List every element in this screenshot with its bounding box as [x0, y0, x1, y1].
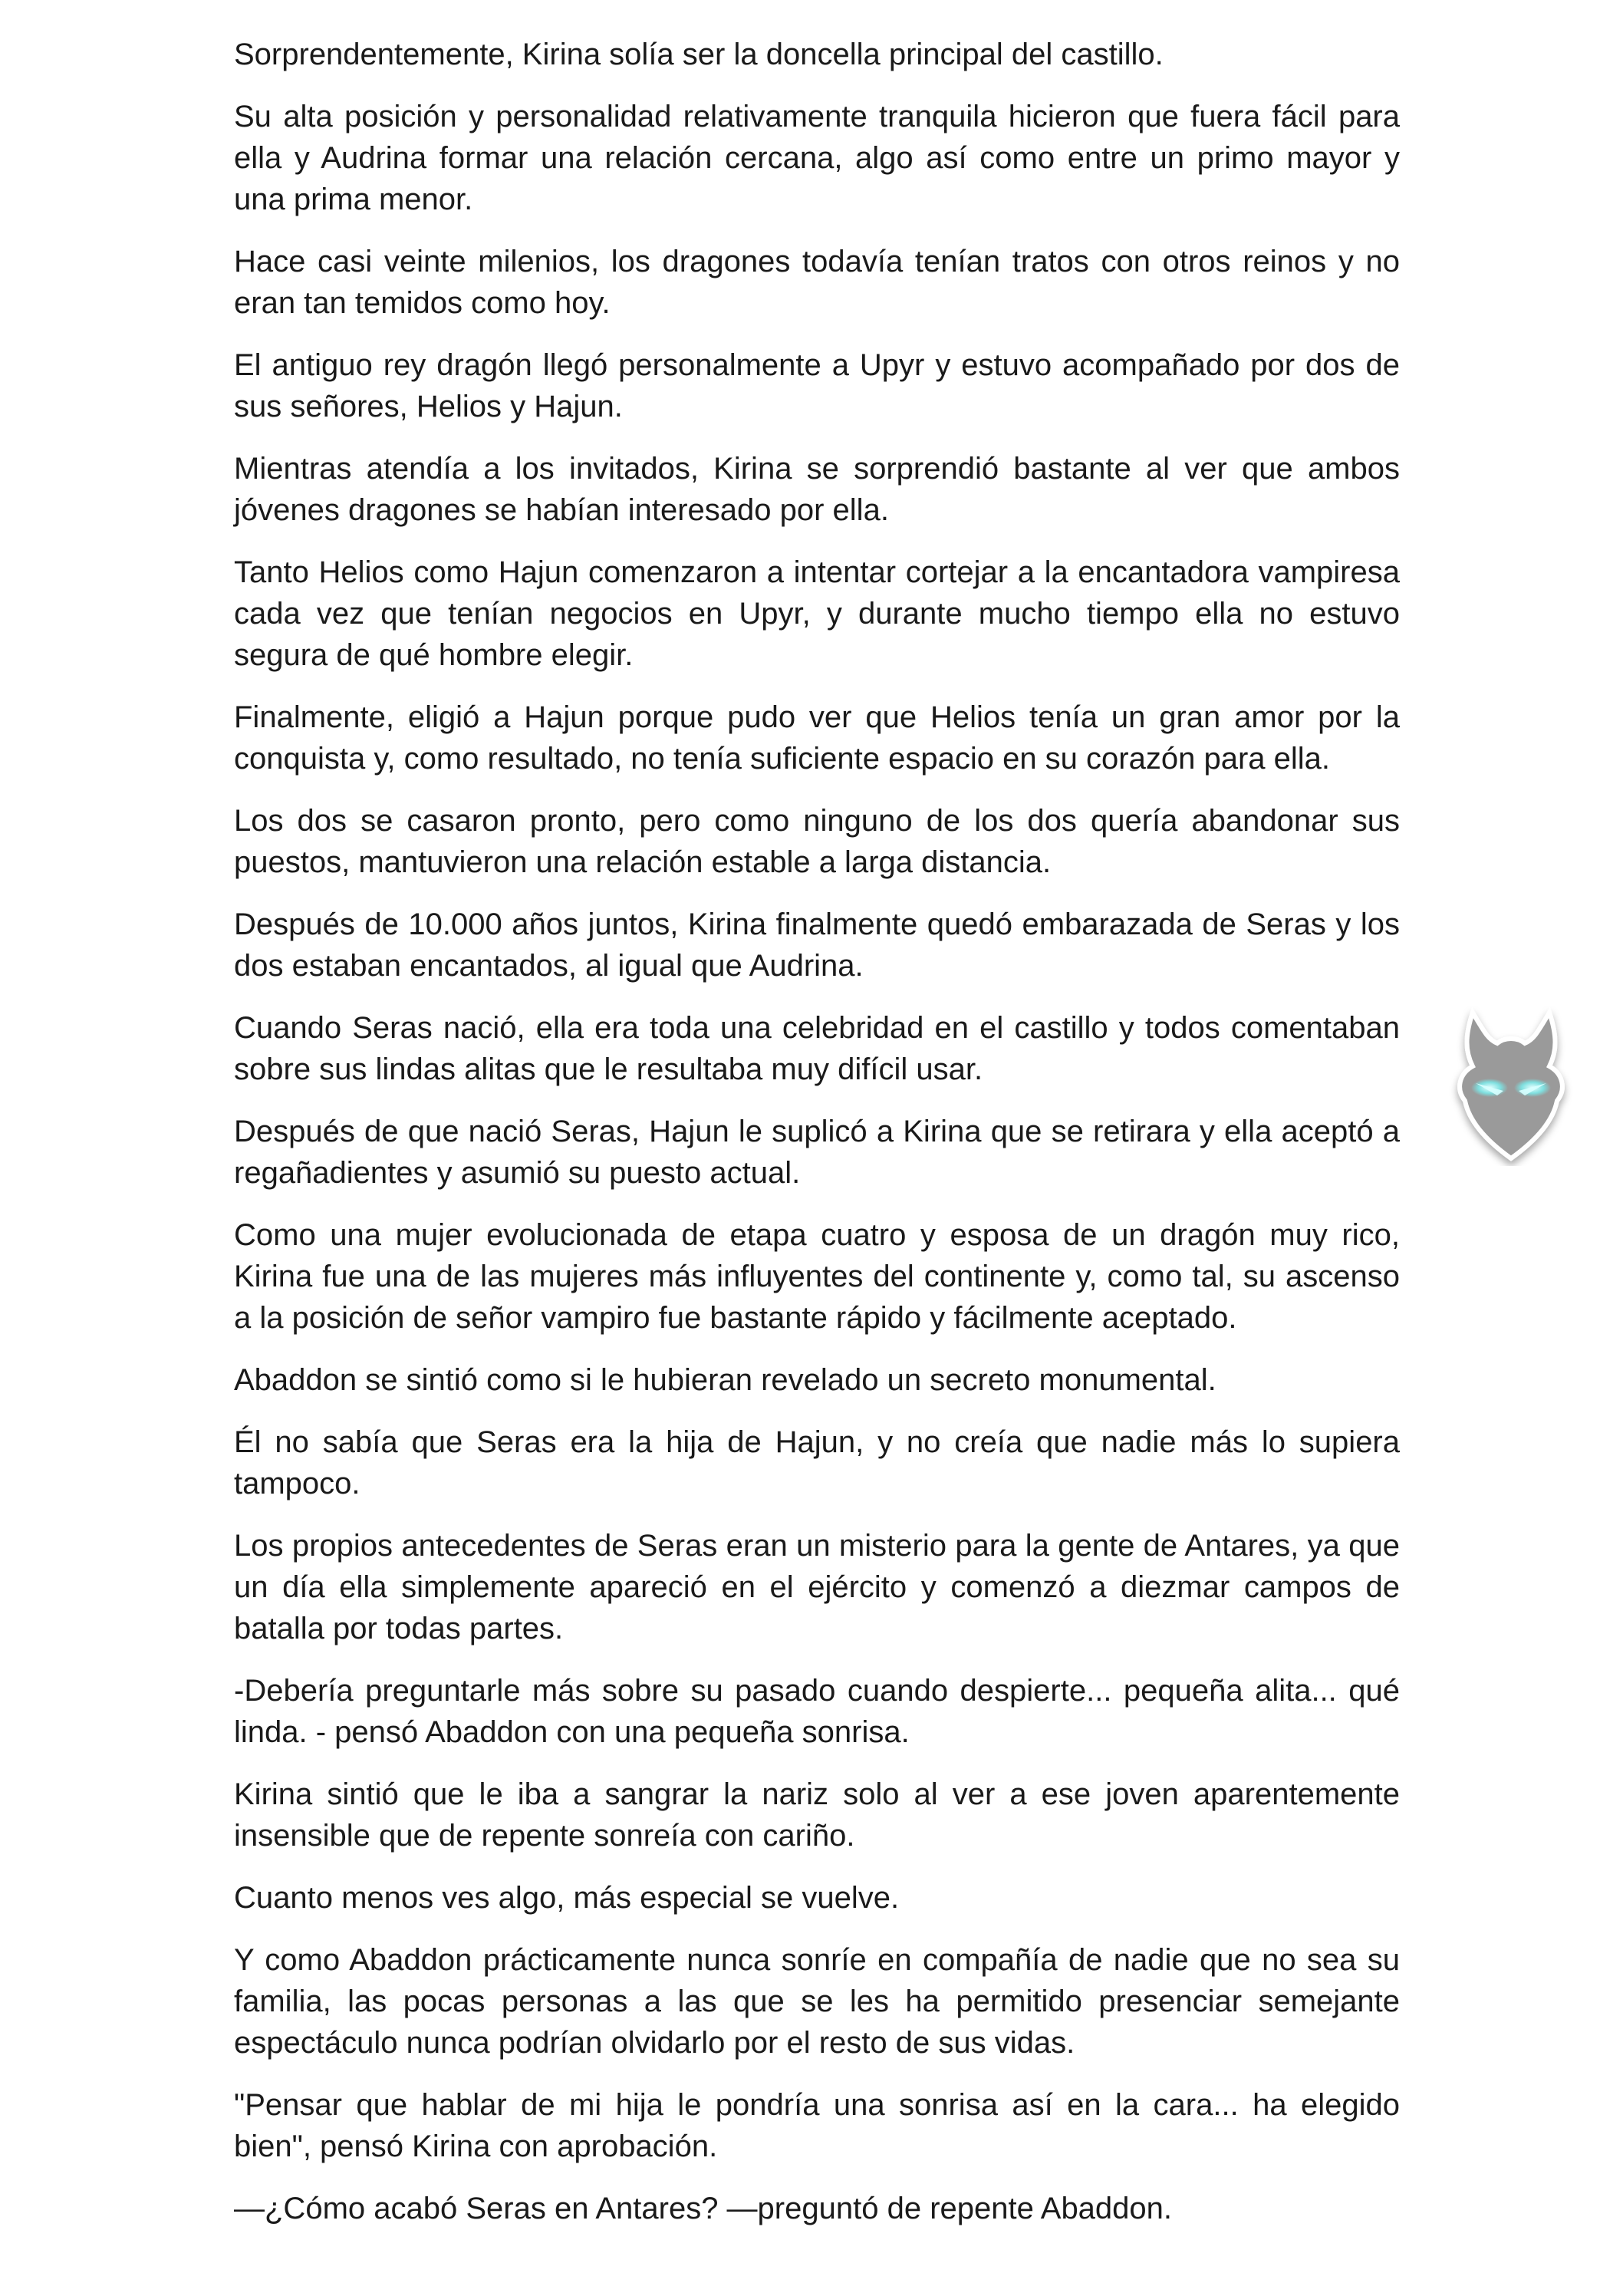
paragraph-5: Mientras atendía a los invitados, Kirina se sorprendió bastante al ver que ambos jóvenes dragones se habían interesado por ella. — [234, 452, 1400, 527]
paragraph-21: —¿Cómo acabó Seras en Antares? —preguntó de repente Abaddon. — [234, 2192, 1173, 2225]
paragraph-18: Cuanto menos ves algo, más especial se vuelve. — [234, 1881, 900, 1915]
paragraph-16: -Debería preguntarle más sobre su pasado cuando despierte... pequeña alita... qué linda. - pensó Abaddon con una pequeña sonrisa. — [234, 1674, 1400, 1749]
paragraph-15: Los propios antecedentes de Seras eran un misterio para la gente de Antares, ya que un día ella simplemente apareció en el ejército y comenzó a diezmar campos de batalla por todas partes. — [234, 1529, 1400, 1645]
paragraph-2: Su alta posición y personalidad relativamente tranquila hicieron que fuera fácil para ella y Audrina formar una relación cercana, algo así como entre un primo mayor y una prima menor. — [234, 100, 1400, 216]
paragraph-3: Hace casi veinte milenios, los dragones todavía tenían tratos con otros reinos y no eran tan temidos como hoy. — [234, 245, 1400, 320]
paragraph-6: Tanto Helios como Hajun comenzaron a intentar cortejar a la encantadora vampiresa cada vez que tenían negocios en Upyr, y durante mucho tiempo ella no estuvo segura de qué hombre elegir. — [234, 555, 1400, 672]
paragraph-7: Finalmente, eligió a Hajun porque pudo ver que Helios tenía un gran amor por la conquista y, como resultado, no tenía suficiente espacio en su corazón para ella. — [234, 700, 1400, 776]
paragraph-1: Sorprendentemente, Kirina solía ser la doncella principal del castillo. — [234, 38, 1164, 71]
paragraph-13: Abaddon se sintió como si le hubieran revelado un secreto monumental. — [234, 1363, 1216, 1397]
paragraph-4: El antiguo rey dragón llegó personalmente a Upyr y estuvo acompañado por dos de sus señores, Helios y Hajun. — [234, 348, 1400, 423]
document-body — [234, 34, 1400, 2250]
paragraph-8: Los dos se casaron pronto, pero como ninguno de los dos quería abandonar sus puestos, mantuvieron una relación estable a larga distancia. — [234, 804, 1400, 879]
demon-head-icon — [1442, 997, 1580, 1166]
paragraph-20: "Pensar que hablar de mi hija le pondría una sonrisa así en la cara... ha elegido bien", pensó Kirina con aprobación. — [234, 2088, 1400, 2163]
paragraph-17: Kirina sintió que le iba a sangrar la nariz solo al ver a ese joven aparentemente insensible que de repente sonreía con cariño. — [234, 1777, 1400, 1853]
paragraph-14: Él no sabía que Seras era la hija de Hajun, y no creía que nadie más lo supiera tampoco. — [234, 1425, 1400, 1500]
paragraph-12: Como una mujer evolucionada de etapa cuatro y esposa de un dragón muy rico, Kirina fue una de las mujeres más influyentes del continente y, como tal, su ascenso a la posición de señor vampiro fue bastante rápido y fácilmente aceptado. — [234, 1218, 1400, 1335]
paragraph-10: Cuando Seras nació, ella era toda una celebridad en el castillo y todos comentaban sobre sus lindas alitas que le resultaba muy difícil usar. — [234, 1011, 1400, 1086]
paragraph-19: Y como Abaddon prácticamente nunca sonríe en compañía de nadie que no sea su familia, las pocas personas a las que se les ha permitido presenciar semejante espectáculo nunca podrían olvidarlo por el resto de sus vidas. — [234, 1943, 1400, 2060]
paragraph-9: Después de 10.000 años juntos, Kirina finalmente quedó embarazada de Seras y los dos estaban encantados, al igual que Audrina. — [234, 908, 1400, 983]
paragraph-11: Después de que nació Seras, Hajun le suplicó a Kirina que se retirara y ella aceptó a regañadientes y asumió su puesto actual. — [234, 1115, 1400, 1190]
